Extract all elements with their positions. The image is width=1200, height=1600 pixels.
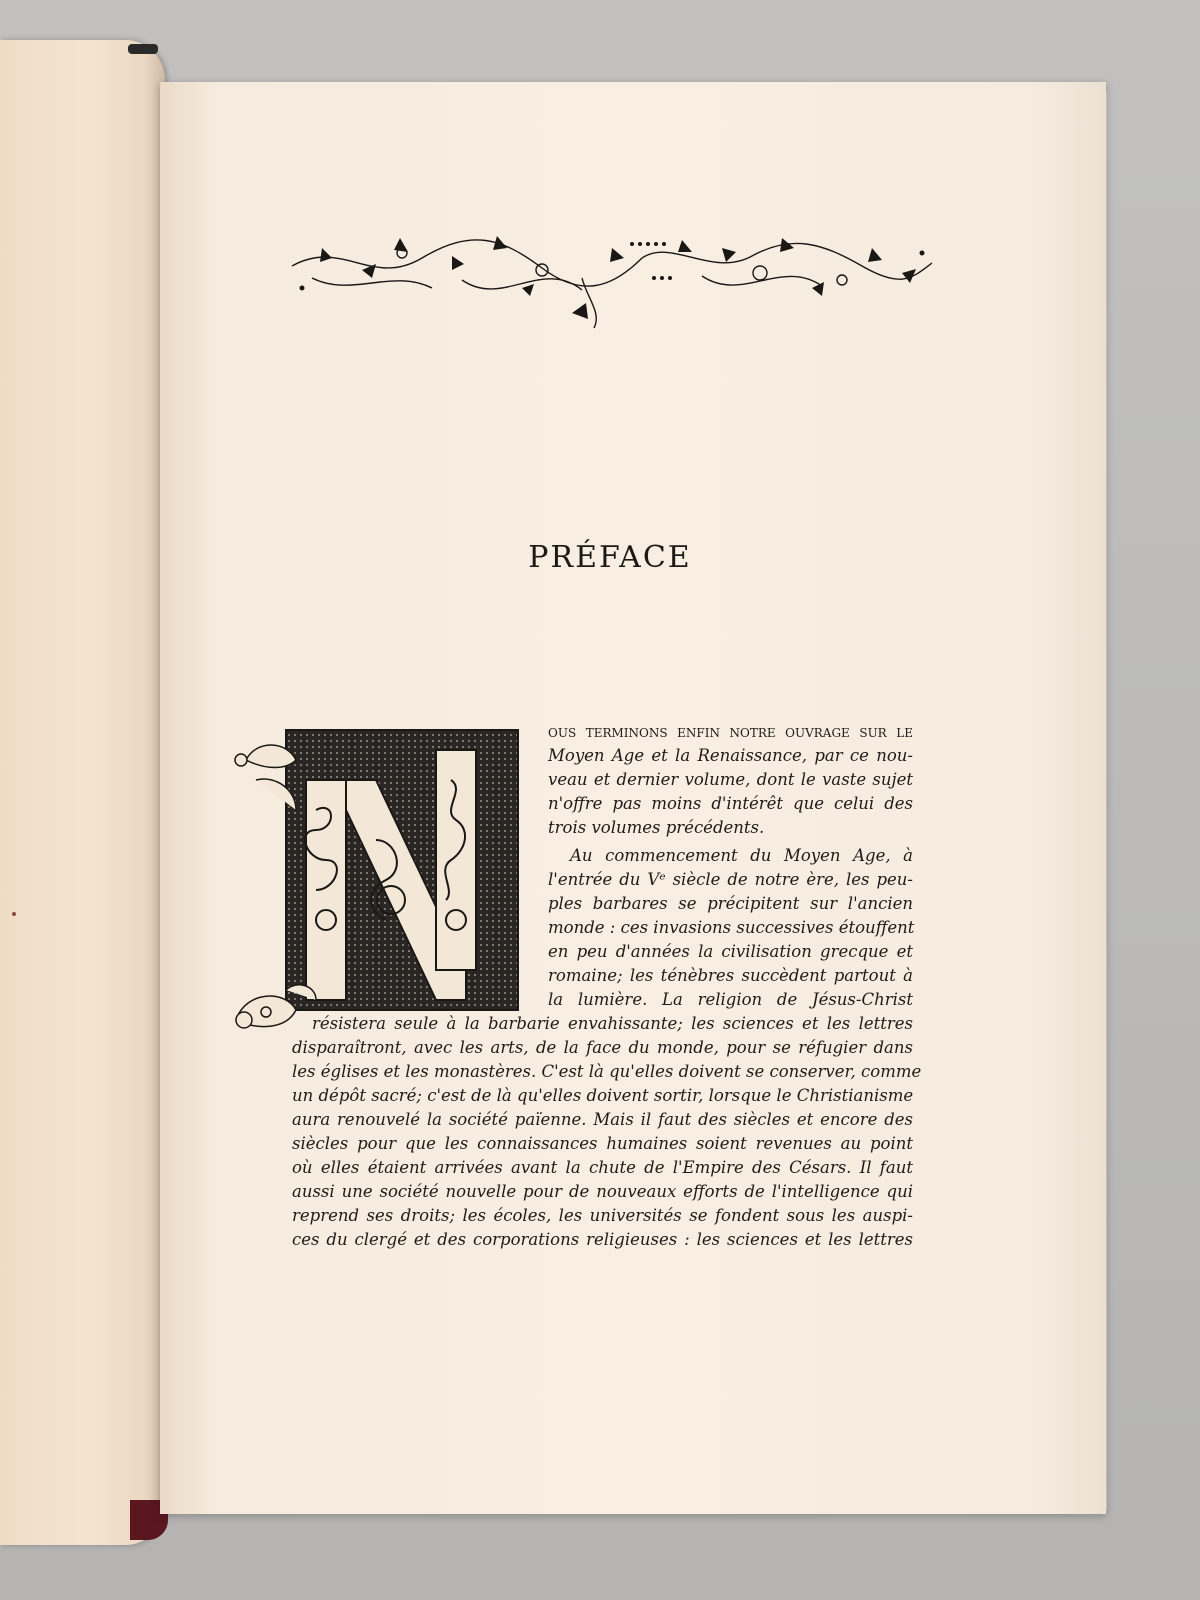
text-line: la lumière. La religion de Jésus-Christ <box>548 990 913 1009</box>
text-line: où elles étaient arrivées avant la chute de l'Empire des Césars. Il faut <box>292 1158 913 1177</box>
text-line: aussi une société nouvelle pour de nouveaux efforts de l'intelligence qui <box>292 1182 913 1201</box>
text-line-content: ous terminons enfin notre ouvrage sur le <box>548 722 913 741</box>
text-line: résistera seule à la barbarie envahissante; les sciences et les lettres <box>312 1014 913 1033</box>
text-line: reprend ses droits; les écoles, les universités se fondent sous les auspi- <box>292 1206 913 1225</box>
text-line: en peu d'années la civilisation grecque et <box>548 942 913 961</box>
text-line: un dépôt sacré; c'est de là qu'elles doivent sortir, lorsque le Christianisme <box>292 1086 914 1105</box>
text-line: l'entrée du Vᵉ siècle de notre ère, les peu- <box>548 870 913 889</box>
text-line: Au commencement du Moyen Age, à <box>570 846 913 865</box>
text-line: ples barbares se précipitent sur l'ancien <box>548 894 913 913</box>
text-line: monde : ces invasions successives étouffent <box>548 918 915 937</box>
left-page-mark <box>12 912 16 916</box>
text-line: disparaîtront, avec les arts, de la face du monde, pour se réfugier dans <box>292 1038 913 1057</box>
text-line: ces du clergé et des corporations religieuses : les sciences et les lettres <box>292 1230 913 1249</box>
text-line: siècles pour que les connaissances humaines soient revenues au point <box>292 1134 913 1153</box>
text-line: n'offre pas moins d'intérêt que celui des <box>548 794 913 813</box>
text-line: Moyen Age et la Renaissance, par ce nou- <box>548 746 913 765</box>
text-line <box>548 722 913 741</box>
text-line: les églises et les monastères. C'est là qu'elles doivent se conserver, comme <box>292 1062 922 1081</box>
left-binding-top <box>128 44 158 54</box>
vine-ornament-icon <box>282 218 942 348</box>
left-page-show-through <box>20 400 150 490</box>
page-title: PRÉFACE <box>528 540 692 575</box>
dropcap-n-icon <box>226 720 531 1045</box>
text-line: romaine; les ténèbres succèdent partout à <box>548 966 913 985</box>
text-line: aura renouvelé la société païenne. Mais il faut des siècles et encore des <box>292 1110 913 1129</box>
text-line: veau et dernier volume, dont le vaste sujet <box>548 770 913 789</box>
left-page <box>0 40 165 1545</box>
text-line: trois volumes précédents. <box>548 818 765 837</box>
